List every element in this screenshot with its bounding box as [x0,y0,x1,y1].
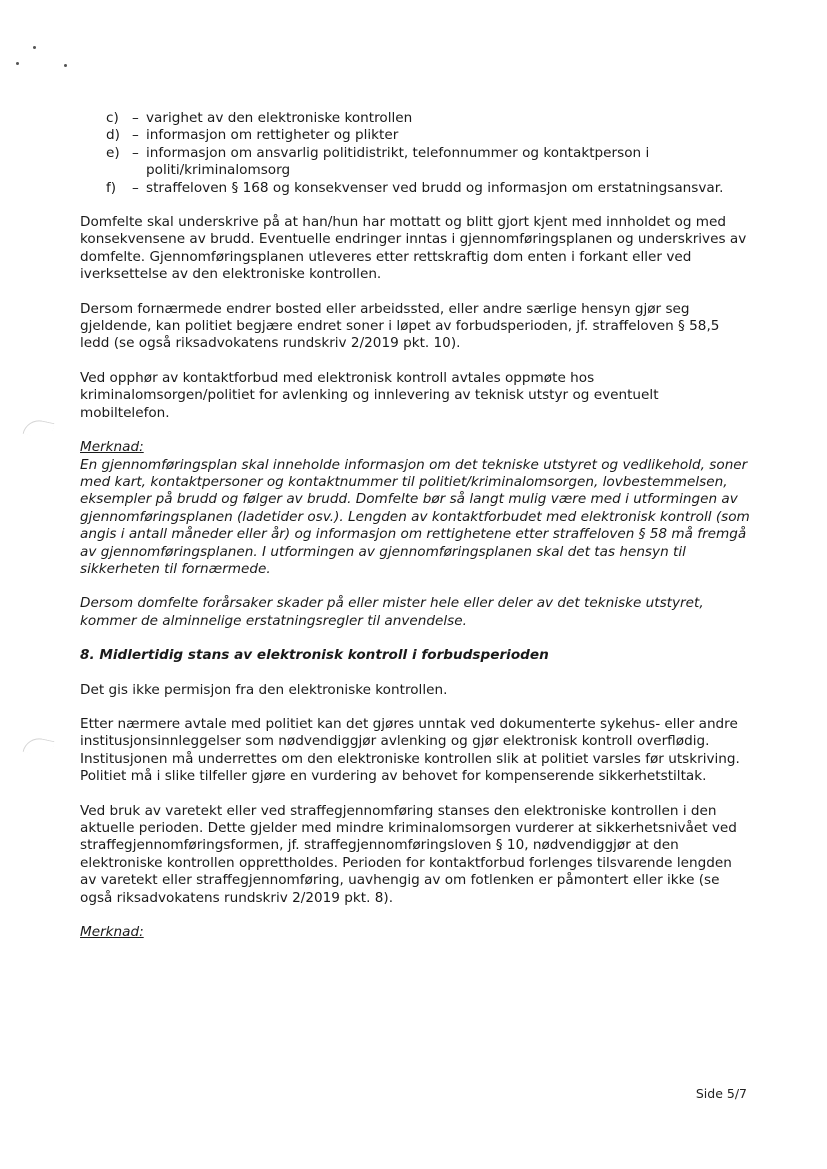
paragraph-custody-suspension: Ved bruk av varetekt eller ved straffegjennomføring stanses den elektroniske kontrollen i den aktuelle perioden. Dette gjelder med mindre kriminalomsorgen vurderer at sikkerhetsnivået ved straffegjennomføringsformen, jf. straffegjennomføringsloven § 10, nødvendiggjør at den elektroniske kontrollen opprettholdes. Perioden for kontaktforbud forlenges tilsvarende lengden av varetekt eller straffegjennomføring, uavhengig av om fotlenken er påmontert eller ikke (se også riksadvokatens rundskriv 2/2019 pkt. 8). [80,802,737,906]
list-item-dash: – [132,110,139,126]
list-item-text: informasjon om rettigheter og plikter [146,127,399,144]
list-item-text: varighet av den elektroniske kontrollen [146,110,413,126]
paragraph-no-leave: Det gis ikke permisjon fra den elektroniske kontrollen. [80,681,448,698]
list-item-dash: – [132,144,139,161]
section-heading: 8. Midlertidig stans av elektronisk kontroll i forbudsperioden [80,647,549,664]
note-label: Merknad: [80,924,144,941]
lettered-list [106,110,752,197]
note-paragraph-damages: Dersom domfelte forårsaker skader på eller mister hele eller deler av det tekniske utstyret, kommer de alminnelige erstatningsregler til anvendelse. [80,595,704,629]
list-item-text: informasjon om ansvarlig politidistrikt, telefonnummer og kontaktperson i politi/kriminalomsorg [146,144,650,179]
punch-hole-mark-lower [23,735,55,758]
list-item [106,180,752,197]
note-paragraph-plan-content: En gjennomføringsplan skal inneholde informasjon om det tekniske utstyret og vedlikehold, soner med kart, kontaktpersoner og kontaktnummer til politiet/kriminalomsorgen, lovbestemmelsen, eksempler på brudd og følger av brudd. Domfelte bør så langt mulig være med i utformingen av gjennomføringsplanen (ladetider osv.). Lengden av kontaktforbudet med elektronisk kontroll (som angis i antall måneder eller år) og informasjon om rettighetene etter straffeloven § 58 må fremgå av gjennomføringsplanen. I utformingen av gjennomføringsplanen skal det tas hensyn til sikkerheten til fornærmede. [80,456,750,577]
list-item-dash: – [132,127,139,144]
paragraph-termination: Ved opphør av kontaktforbud med elektronisk kontroll avtales oppmøte hos kriminalomsorgen/politiet for avlenking og innlevering av teknisk utstyr og eventuelt mobiltelefon. [80,369,659,421]
paragraph-institution-exception: Etter nærmere avtale med politiet kan det gjøres unntak ved dokumenterte sykehus- eller andre institusjonsinnleggelser som nødvendiggjør avlenking og gjør elektronisk kontroll overflødig. Institusjonen må underrettes om den elektroniske kontrollen slik at politiet varsles før utskriving. Politiet må i slike tilfeller gjøre en vurdering av behovet for kompenserende sikkerhetstiltak. [80,715,740,785]
list-item-dash: – [132,179,139,196]
page-number: Side 5/7 [695,1086,747,1101]
paragraph-zone-change: Dersom fornærmede endrer bosted eller arbeidssted, eller andre særlige hensyn gjør seg gjeldende, kan politiet begjære endret soner i løpet av forbudsperioden, jf. straffeloven § 58,5 ledd (se også riksadvokatens rundskriv 2/2019 pkt. 10). [80,300,720,352]
list-item [106,127,752,144]
document-body [80,110,752,941]
paragraph-signature-requirement: Domfelte skal underskrive på at han/hun har mottatt og blitt gjort kjent med innholdet og med konsekvensene av brudd. Eventuelle endringer inntas i gjennomføringsplanen og underskrives av domfelte. Gjennomføringsplanen utleveres etter rettskraftig dom enten i forkant eller ved iverksettelse av den elektroniske kontrollen. [80,214,747,283]
list-item-letter: d) [106,127,120,144]
list-item-letter: f) [106,179,117,196]
punch-hole-mark-upper [23,417,55,440]
note-label: Merknad: [80,439,144,456]
list-item [106,110,752,127]
list-item-letter: e) [106,144,120,161]
list-item [106,145,752,180]
list-item-text: straffeloven § 168 og konsekvenser ved brudd og informasjon om erstatningsansvar. [146,179,724,196]
list-item-letter: c) [106,110,119,126]
